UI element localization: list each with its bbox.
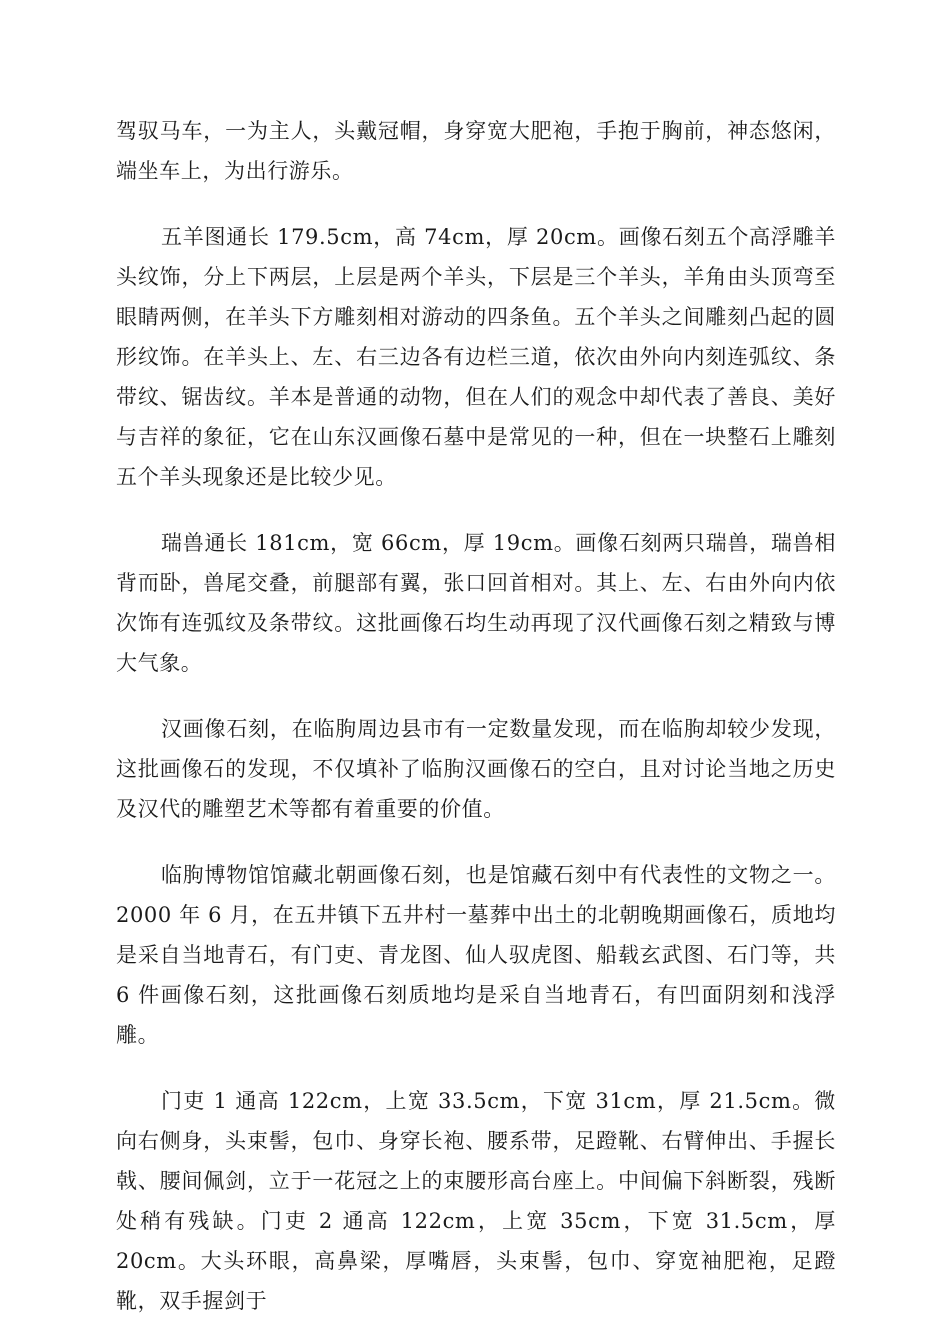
paragraph-4: 汉画像石刻，在临朐周边县市有一定数量发现，而在临朐却较少发现，这批画像石的发现，不仅填补了临朐汉画像石的空白，且对讨论当地之历史及汉代的雕塑艺术等都有着重要的价值。 bbox=[116, 717, 836, 821]
paragraph-3: 瑞兽通长 181cm，宽 66cm，厚 19cm。画像石刻两只瑞兽，瑞兽相背而卧，兽尾交叠，前腿部有翼，张口回首相对。其上、左、右由外向内依次饰有连弧纹及条带纹。这批画像石均生动再现了汉代画像石刻之精致与博大气象。 bbox=[116, 531, 836, 675]
paragraph-5: 临朐博物馆馆藏北朝画像石刻，也是馆藏石刻中有代表性的文物之一。2000 年 6 月，在五井镇下五井村一墓葬中出土的北朝晚期画像石，质地均是采自当地青石，有门吏、青龙图、仙人驭虎图、船载玄武图、石门等，共 6 件画像石刻，这批画像石刻质地均是采自当地青石，有凹面阴刻和浅浮雕。 bbox=[116, 863, 836, 1047]
paragraph-6: 门吏 1 通高 122cm，上宽 33.5cm，下宽 31cm，厚 21.5cm。微向右侧身，头束髻，包巾、身穿长袍、腰系带，足蹬靴、右臂伸出、手握长戟、腰间佩剑，立于一花冠之上的束腰形高台座上。中间偏下斜断裂，残断处稍有残缺。门吏 2 通高 122cm，上宽 35cm，下宽 31.5cm，厚 20cm。大头环眼，高鼻梁，厚嘴唇，头束髻，包巾、穿宽袖肥袍，足蹬靴，双手握剑于 bbox=[116, 1089, 836, 1313]
paragraph-1: 驾驭马车，一为主人，头戴冠帽，身穿宽大肥袍，手抱于胸前，神态悠闲，端坐车上，为出行游乐。 bbox=[116, 119, 836, 183]
paragraph-2: 五羊图通长 179.5cm，高 74cm，厚 20cm。画像石刻五个高浮雕羊头纹饰，分上下两层，上层是两个羊头，下层是三个羊头，羊角由头顶弯至眼睛两侧，在羊头下方雕刻相对游动的四条鱼。五个羊头之间雕刻凸起的圆形纹饰。在羊头上、左、右三边各有边栏三道，依次由外向内刻连弧纹、条带纹、锯齿纹。羊本是普通的动物，但在人们的观念中却代表了善良、美好与吉祥的象征，它在山东汉画像石墓中是常见的一种，但在一块整石上雕刻五个羊头现象还是比较少见。 bbox=[116, 225, 836, 489]
document-page bbox=[116, 111, 836, 1321]
